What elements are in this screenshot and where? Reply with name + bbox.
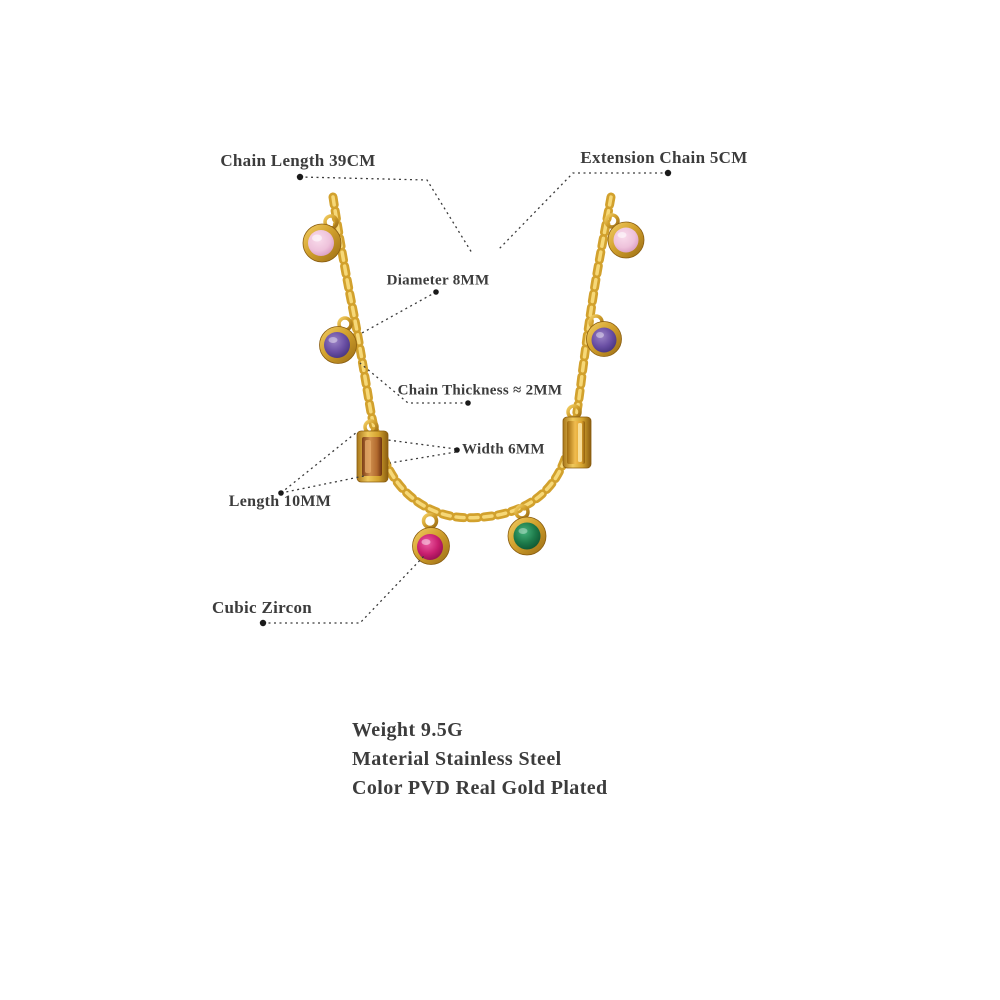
leader-diameter xyxy=(362,289,439,333)
label-diameter: Diameter 8MM xyxy=(386,272,490,289)
leader-length xyxy=(278,432,364,496)
spec-material: Material Stainless Steel xyxy=(352,748,562,770)
label-chain-thickness: Chain Thickness ≈ 2MM xyxy=(397,382,563,399)
label-width: Width 6MM xyxy=(462,441,545,458)
leader-extension-chain xyxy=(498,170,671,250)
charm-purple-round-left xyxy=(320,318,357,364)
charm-magenta-round xyxy=(413,515,450,565)
label-cubic-zircon: Cubic Zircon xyxy=(211,598,313,617)
label-length: Length 10MM xyxy=(228,493,332,510)
spec-color: Color PVD Real Gold Plated xyxy=(352,777,608,799)
charm-champagne-baguette-right xyxy=(563,406,591,468)
leader-width xyxy=(388,440,460,463)
charm-pink-round-right xyxy=(606,215,644,258)
spec-block xyxy=(352,716,608,803)
label-extension-chain: Extension Chain 5CM xyxy=(580,148,748,167)
label-chain-length: Chain Length 39CM xyxy=(220,151,376,170)
charm-pink-round-left xyxy=(303,216,341,262)
charm-purple-round-right xyxy=(587,316,622,357)
spec-weight: Weight 9.5G xyxy=(352,719,464,741)
